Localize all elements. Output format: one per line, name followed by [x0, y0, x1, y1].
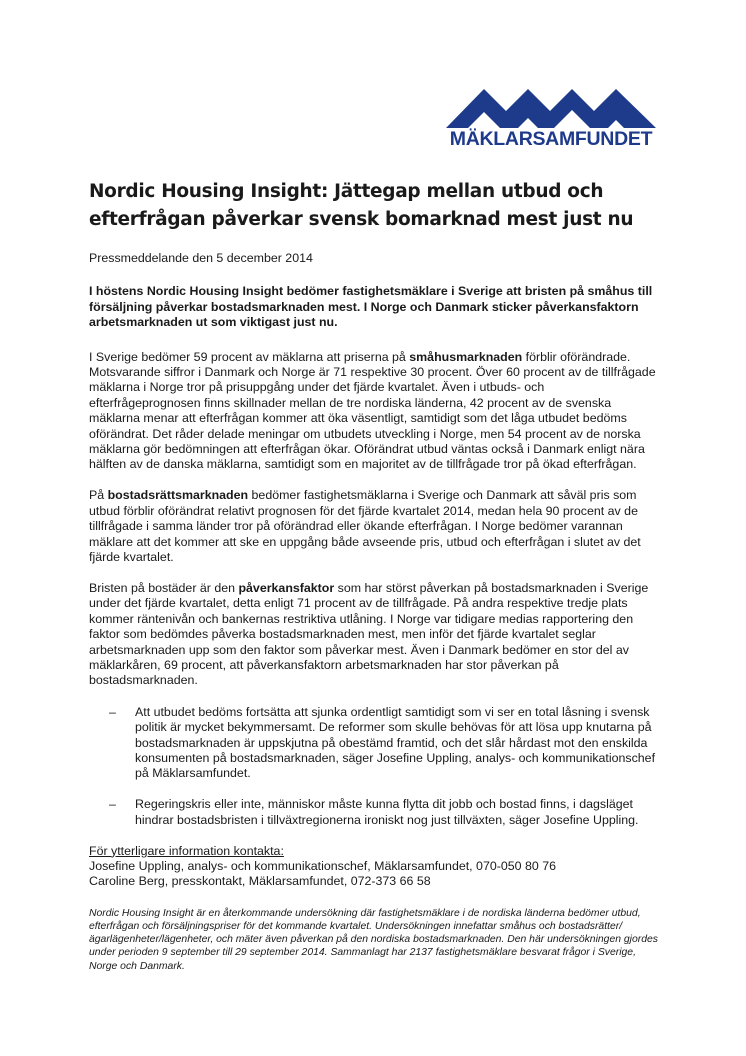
- quote-text: Regeringskris eller inte, människor måste kunna flytta dit jobb och bostad finns, i dagsläget hindrar bostadsbristen i tillväxtregionerna ironiskt nog just tillväxten, säger Josefine Uppling.: [135, 797, 639, 827]
- survey-footnote: Nordic Housing Insight är en återkommande undersökning där fastighetsmäklare i de nordiska länderna bedömer utbud, efterfrågan och försäljningspriser för det kommande kvartalet. Undersökningen innefattar småhus och bostadsrätter/ägarlägenheter/lägenheter, och mäter även påverkan på den nordiska bostadsmarknaden. Den här undersökningen gjordes under perioden 9 september till 29 september 2014. Sammanlagt har 2137 fastighetsmäklare besvarat frågor i Sverige, Norge och Danmark.: [89, 907, 658, 972]
- roof-mark-icon: [446, 86, 656, 128]
- paragraph-bostadsratt: På bostadsrättsmarknaden bedömer fastighetsmäklarna i Sverige och Danmark att såväl pris som utbud förblir oförändrat relativt prognosen för det fjärde kvartalet 2014, medan hela 90 procent av de tillfrågade i samma länder tror på oförändrad eller ökande efterfrågan. I Norge bedömer varannan mäklare att det kommer att ske en uppgång både avseende pris, utbud och efterfrågan i slutet av det fjärde kvartalet.: [89, 488, 641, 564]
- quote-list: [89, 705, 659, 828]
- contact-line: Caroline Berg, presskontakt, Mäklarsamfundet, 072-373 66 58: [89, 874, 431, 889]
- press-release: [89, 178, 659, 973]
- release-date: Pressmeddelande den 5 december 2014: [89, 251, 313, 265]
- contact-line: Josefine Uppling, analys- och kommunikationschef, Mäklarsamfundet, 070-050 80 76: [89, 859, 556, 873]
- quote-text: Att utbudet bedöms fortsätta att sjunka ordentligt samtidigt som vi ser en total låsning i svensk politik är mycket bekymmersamt. De reformer som skulle behövas för att lösa upp knutarna på bostadsmarknaden är uppskjutna på obestämd framtid, och det slår hårdast mot den enskilda konsumenten på bostadsmarknaden, säger Josefine Uppling, analys- och kommunikationschef på Mäklarsamfundet.: [135, 704, 656, 781]
- lead-paragraph: I höstens Nordic Housing Insight bedömer fastighetsmäklare i Sverige att bristen på småhus till försäljning påverkar bostadsmarknaden mest. I Norge och Danmark sticker påverkansfaktorn arbetsmarknaden ut som viktigast just nu.: [89, 284, 653, 330]
- keyword-bostadsrattsmarknaden: bostadsrättsmarknaden: [107, 488, 249, 503]
- paragraph-smahus: I Sverige bedömer 59 procent av mäklarna att priserna på småhusmarknaden förblir oförändrade. Motsvarande siffror i Danmark och Norge är 71 respektive 30 procent. Över 60 procent av de tillfrågade mäklarna i Norge tror på prisuppgång under det fjärde kvartalet. Även i utbuds- och efterfrågeprognosen finns skillnader mellan de tre nordiska länderna, 42 procent av de svenska mäklarna menar att efterfrågan kommer att öka väsentligt, samtidigt som det låga utbudet bedöms oförändrat. Det råder delade meningar om utbudets utveckling i Norge, men 54 procent av de norska mäklarna gör bedömningen att efterfrågan ökar. Oförändrat utbud väntas också i Danmark enligt nära hälften av de danska mäklarna, samtidigt som en majoritet av de tillfrågade tror på ökad efterfrågan.: [89, 349, 656, 472]
- contact-heading: För ytterligare information kontakta:: [89, 843, 284, 858]
- maklarsamfundet-logo: [440, 86, 660, 154]
- paragraph-paverkansfaktor: Bristen på bostäder är den påverkansfaktor som har störst påverkan på bostadsmarknaden i Sverige under det fjärde kvartalet, detta enligt 71 procent av de tillfrågade. På andra respektive tredje plats kommer räntenivån och bankernas restriktiva utlåning. I Norge var tidigare medias rapportering den faktor som bedömdes påverka bostadsmarknaden mest, men inför det fjärde kvartalet seglar arbetsmarknaden upp som den faktor som påverkar mest. Även i Danmark bedömer en stor del av mäklarkåren, 69 procent, att påverkansfaktorn arbetsmarknaden har stor påverkan på bostadsmarknaden.: [89, 580, 649, 688]
- dash-bullet: –: [109, 797, 116, 812]
- logo-wordmark: MÄKLARSAMFUNDET: [449, 128, 653, 150]
- contact-block: [89, 844, 659, 890]
- keyword-paverkansfaktor: påverkansfaktor: [238, 580, 335, 595]
- quote-item: [89, 705, 659, 782]
- quote-item: [89, 797, 659, 828]
- keyword-smahusmarknaden: småhusmarknaden: [409, 349, 523, 364]
- dash-bullet: –: [109, 704, 116, 719]
- page-title: Nordic Housing Insight: Jättegap mellan utbud och efterfrågan påverkar svensk bomarknad mest just nu: [89, 181, 634, 230]
